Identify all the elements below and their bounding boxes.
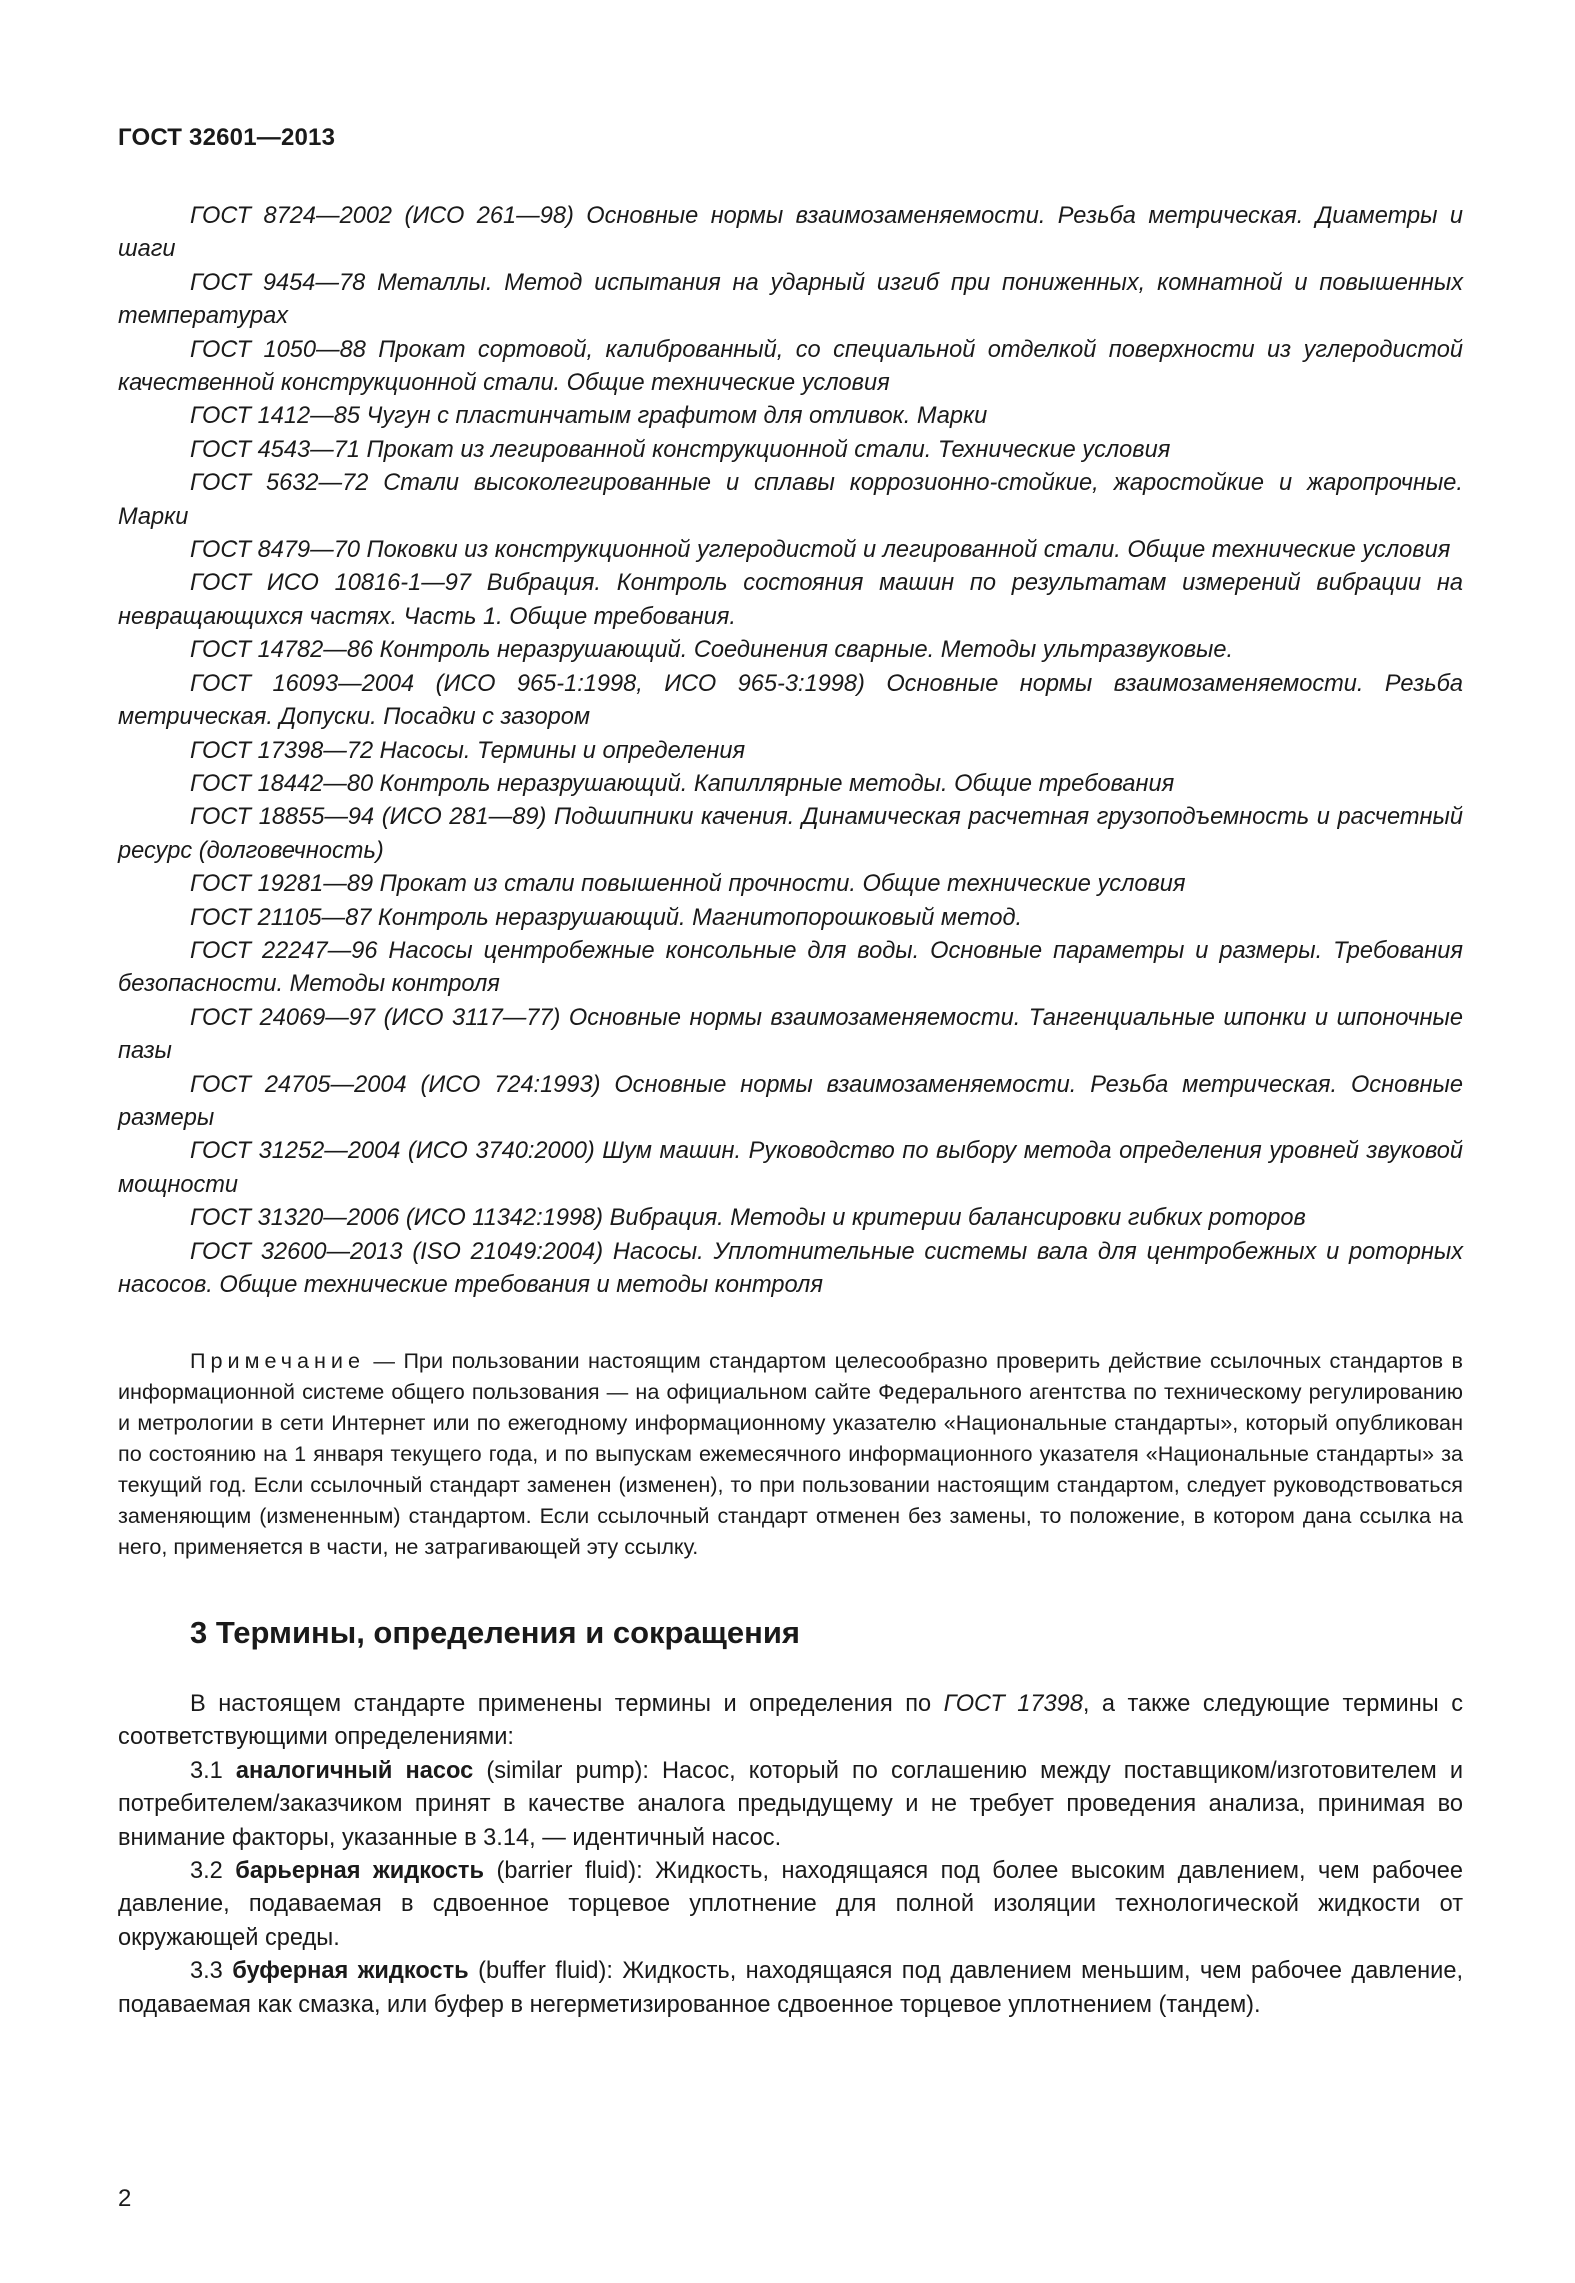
normative-references-list (118, 200, 1463, 1302)
reference-item: ГОСТ 22247—96 Насосы центробежные консольные для воды. Основные параметры и размеры. Требования безопасности. Методы контроля (118, 937, 1463, 998)
term-number: 3.3 (190, 1958, 233, 1985)
reference-item: ГОСТ 1050—88 Прокат сортовой, калиброванный, со специальной отделкой поверхности из углеродистой качественной конструкционной стали. Общие технические условия (118, 336, 1463, 397)
reference-item: ГОСТ 1412—85 Чугун с пластинчатым графитом для отливок. Марки (190, 403, 988, 430)
term-number: 3.1 (190, 1757, 236, 1784)
reference-item: ГОСТ 24705—2004 (ИСО 724:1993) Основные нормы взаимозаменяемости. Резьба метрическая. Основные размеры (118, 1071, 1463, 1131)
note-label: Примечание (190, 1348, 365, 1373)
term-name: аналогичный насос (235, 1757, 474, 1784)
reference-item: ГОСТ ИСО 10816-1—97 Вибрация. Контроль состояния машин по результатам измерений вибрации на невращающихся частях. Часть 1. Общие требования. (118, 570, 1463, 630)
reference-item: ГОСТ 5632—72 Стали высоколегированные и сплавы коррозионно-стойкие, жаростойкие и жаропрочные. Марки (118, 470, 1463, 530)
term-name: буферная жидкость (232, 1958, 469, 1985)
note-text: — При пользовании настоящим стандартом целесообразно проверить действие ссылочных стандартов в информационной системе общего пользования — на официальном сайте Федерального агентства по техническому регулированию и метрологии в сети Интернет или по ежегодному информационному указателю «Национальные стандарты», который опубликован по состоянию на 1 января текущего года, и по выпускам ежемесячного информационного указателя «Национальные стандарты» за текущий год. Если ссылочный стандарт заменен (изменен), то при пользовании настоящим стандартом, следует руководствоваться заменяющим (измененным) стандартом. Если ссылочный стандарт отменен без замены, то положение, в котором дана ссылка на него, применяется в части, не затрагивающей эту ссылку. (118, 1348, 1463, 1559)
reference-item: ГОСТ 9454—78 Металлы. Метод испытания на ударный изгиб при пониженных, комнатной и повышенных температурах (118, 269, 1463, 330)
reference-item: ГОСТ 14782—86 Контроль неразрушающий. Соединения сварные. Методы ультразвуковые. (190, 637, 1234, 664)
intro-paragraph (118, 1688, 1463, 1755)
page-number: 2 (118, 2185, 132, 2212)
reference-item: ГОСТ 17398—72 Насосы. Термины и определения (190, 737, 746, 764)
reference-item: ГОСТ 19281—89 Прокат из стали повышенной прочности. Общие технические условия (190, 871, 1186, 898)
reference-item: ГОСТ 8479—70 Поковки из конструкционной углеродистой и легированной стали. Общие технические условия (190, 537, 1451, 564)
term-definition (118, 1755, 1463, 1855)
reference-item: ГОСТ 31252—2004 (ИСО 3740:2000) Шум машин. Руководство по выбору метода определения уровней звуковой мощности (118, 1138, 1463, 1198)
terms-section (118, 1688, 1463, 2022)
intro-text-after: , а также следующие термины с соответствующими определениями: (118, 1691, 1464, 1751)
term-text: (barrier fluid): Жидкость, находящаяся под более высоким давлением, чем рабочее давление, подаваемая в сдвоенное торцевое уплотнение для полной изоляции технологической жидкости от окружающей среды. (118, 1858, 1463, 1951)
term-number: 3.2 (190, 1858, 236, 1885)
reference-item: ГОСТ 18855—94 (ИСО 281—89) Подшипники качения. Динамическая расчетная грузоподъемность и расчетный ресурс (долговечность) (118, 804, 1463, 864)
reference-item: ГОСТ 21105—87 Контроль неразрушающий. Магнитопорошковый метод. (190, 904, 1023, 931)
intro-text-before: В настоящем стандарте применены термины и определения по (190, 1691, 944, 1717)
intro-reference: ГОСТ 17398 (943, 1691, 1083, 1717)
term-definition (118, 1855, 1463, 1955)
reference-item: ГОСТ 18442—80 Контроль неразрушающий. Капиллярные методы. Общие требования (190, 770, 1175, 797)
reference-item: ГОСТ 24069—97 (ИСО 3117—77) Основные нормы взаимозаменяемости. Тангенциальные шпонки и шпоночные пазы (118, 1004, 1463, 1065)
term-text: (buffer fluid): Жидкость, находящаяся под давлением меньшим, чем рабочее давление, подаваемая как смазка, или буфер в негерметизированное сдвоенное торцевое уплотнением (тандем). (118, 1958, 1464, 2018)
reference-item: ГОСТ 31320—2006 (ИСО 11342:1998) Вибрация. Методы и критерии балансировки гибких роторов (190, 1205, 1306, 1232)
section-title: 3 Термины, определения и сокращения (190, 1615, 800, 1650)
reference-item: ГОСТ 32600—2013 (ISO 21049:2004) Насосы. Уплотнительные системы вала для центробежных и роторных насосов. Общие технические требования и методы контроля (118, 1238, 1463, 1298)
term-definition (118, 1955, 1463, 2022)
document-header: ГОСТ 32601—2013 (118, 124, 336, 151)
note-paragraph (118, 1345, 1463, 1562)
reference-item: ГОСТ 4543—71 Прокат из легированной конструкционной стали. Технические условия (190, 436, 1171, 463)
reference-item: ГОСТ 8724—2002 (ИСО 261—98) Основные нормы взаимозаменяемости. Резьба метрическая. Диаметры и шаги (118, 203, 1463, 263)
term-text: (similar pump): Насос, который по соглашению между поставщиком/изготовителем и потребителем/заказчиком принят в качестве аналога предыдущему и не требует проведения анализа, принимая во внимание факторы, указанные в 3.14, — идентичный насос. (118, 1757, 1464, 1851)
reference-item: ГОСТ 16093—2004 (ИСО 965-1:1998, ИСО 965-3:1998) Основные нормы взаимозаменяемости. Резьба метрическая. Допуски. Посадки с зазором (118, 670, 1463, 731)
term-name: барьерная жидкость (235, 1858, 484, 1885)
